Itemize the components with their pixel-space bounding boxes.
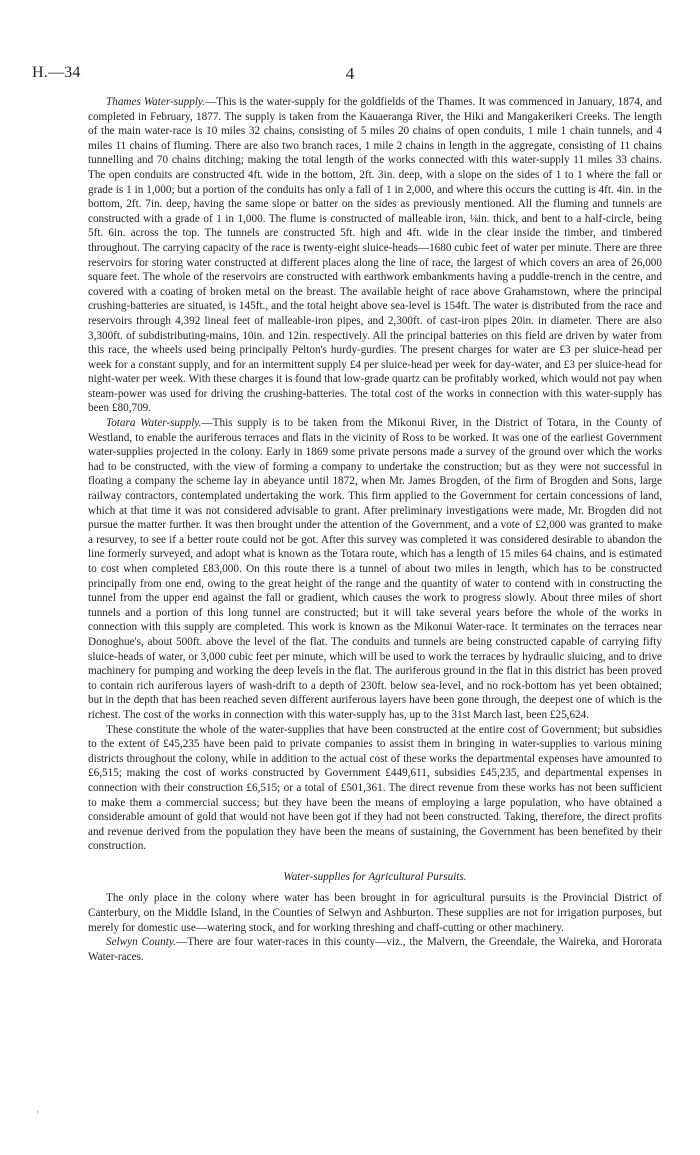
section-heading: Water-supplies for Agricultural Pursuits. [283, 870, 467, 883]
document-reference: H.—34 [32, 64, 81, 81]
paragraph-text: —This supply is to be taken from the Mikonui River, in the District of Totara, in the County of Westland, to enable the auriferous terraces and flats in the vicinity of Ross to be worked. It was one of the earliest Government water-supplies projected in the colony. Early in 1869 some private persons made a survey of the ground over which the works had to be constructed, with the view of forming a company to undertake the construction; but as they were not successful in floating a company the scheme lay in abeyance until 1872, when Mr. James Brogden, of the firm of Brogden and Sons, large railway contractors, contemplated undertaking the work. This firm applied to the Government for certain concessions of land, which at that time it was not considered advisable to grant. After preliminary investigations were made, Mr. Brogden did not pursue the matter further. It was then brought under the attention of the Government, and a vote of £2,000 was granted to make a resurvey, to see if a better route could not be got. After this survey was completed it was considered desirable to abandon the line formerly surveyed, and adopt what is known as the Totara route, which has a length of 15 miles 64 chains, and is estimated to cost when completed £83,000. On this route there is a tunnel of about two miles in length, which has to be constructed principally from one end, owing to the great height of the range and the quantity of water to contend with in constructing the tunnel from the upper end against the fall or gradient, which causes the work to progress slowly. About three miles of short tunnels and a portion of this long tunnel are constructed; but it will take several years before the whole of the works in connection with this supply are completed. This work is known as the Mikonui Water-race. It terminates on the terraces near Donoghue's, about 500ft. above the level of the flat. The conduits and tunnels are being constructed capable of carrying fifty sluice-heads of water, or 3,000 cubic feet per minute, which will be used to work the terraces by hydraulic sluicing, and to drive machinery for pumping and working the deep levels in the flat. The auriferous ground in the flat in this district has been proved to contain rich auriferous layers of wash-drift to a depth of 230ft. below sea-level, and no rock-bottom has yet been obtained; but in the depth that has been reached seven different auriferous layers have been gone through, the deepest one of which is the richest. The cost of the works in connection with this water-supply has, up to the 31st March last, been £25,624. [88, 417, 662, 721]
paragraph-text: The only place in the colony where water has been brought in for agricultural pursuits is the Provincial District of Canterbury, on the Middle Island, in the Counties of Selwyn and Ashburton. These supplies are not for irrigation purposes, but merely for domestic use—watering stock, and for working threshing and chaff-cutting or other machinery. [88, 892, 662, 934]
print-mark: · [36, 1107, 39, 1117]
paragraph-selwyn [88, 935, 662, 964]
paragraph-text: —There are four water-races in this county—viz., the Malvern, the Greendale, the Waireka, and Hororata Water-races. [88, 936, 662, 963]
paragraph-lead: Thames Water-supply. [106, 96, 206, 108]
paragraph-lead: Totara Water-supply. [106, 417, 202, 430]
paragraph-text: These constitute the whole of the water-supplies that have been constructed at the entire cost of Government; but subsidies to the extent of £45,235 have been paid to private companies to assist them in bringing in water-supplies to various mining districts throughout the colony, while in addition to the actual cost of these works the departmental expenses have amounted to £6,515; making the cost of works constructed by Government £449,611, subsidies £45,235, and departmental expenses in connection with their construction £6,515; or a total of £501,361. The direct revenue from these works has not been sufficient to make them a commercial success; but they have been the means of employing a large population, who have obtained a considerable amount of gold that would not have been got if they had not been constructed. Taking, therefore, the direct profits and revenue derived from the population they have been the means of sustaining, the Government has been benefited by their construction. [88, 723, 662, 853]
page-header [32, 64, 668, 86]
paragraph-text: —This is the water-supply for the goldfields of the Thames. It was commenced in January, 1874, and completed in February, 1877. The supply is taken from the Kauaeranga River, the Hiki and Mangakerikeri Creeks. The length of the main water-race is 10 miles 32 chains, consisting of 5 miles 20 chains of open conduits, 1 mile 1 chain tunnels, and 4 miles 11 chains of fluming. There are also two branch races, 1 mile 2 chains in length in the aggregate, consisting of 11 chains tunnelling and 70 chains ditching; making the total length of the works connected with this water-supply 11 miles 33 chains. The open conduits are constructed 4ft. wide in the bottom, 2ft. 3in. deep, with a slope on the sides of 1 to 1 where the fall or grade is 1 in 1,000; but a portion of the conduits has only a fall of 1 in 2,000, and where this occurs the cutting is 4ft. 4in. in the bottom, 2ft. 7in. deep, having the same slope or batter on the sides as previously mentioned. All the fluming and tunnels are constructed with a grade of 1 in 1,000. The flume is constructed of malleable iron, ⅛in. thick, and bent to a half-circle, being 5ft. 6in. across the top. The tunnels are constructed 5ft. high and 4ft. wide in the clear inside the timber, and timbered throughout. The carrying capacity of the race is twenty-eight sluice-heads—1680 cubic feet of water per minute. There are three reservoirs for storing water constructed at different places along the line of race, the largest of which covers an area of 26,000 square feet. The whole of the reservoirs are constructed with earthwork embankments having a puddle-trench in the centre, and covered with a coating of broken metal on the breast. The available height of race above Grahamstown, where the principal crushing-batteries are situated, is 145ft., and the total height above sea-level is 154ft. The water is distributed from the race and reservoirs through 4,392 lineal feet of malleable-iron pipes, and 2,300ft. of cast-iron pipes 20in. in diameter. There are also 3,300ft. of subdistributing-mains, 10in. and 12in. respectively. All the principal batteries on this field are driven by water from this race, the wheels used being principally Pelton's hurdy-gurdies. The present charges for water are £3 per sluice-head per week for a constant supply, and for an intermittent supply £4 per sluice-head per week for day-water, and £3 per sluice-head for night-water per week. With these charges it is found that low-grade quartz can be profitably worked, which would not pay when steam-power was used for driving the crushing-batteries. The total cost of the works in connection with this water-supply has been £80,709. [88, 96, 662, 415]
paragraph-lead: Selwyn County. [106, 936, 176, 949]
paragraph-summary [88, 723, 662, 854]
paragraph-totara [88, 416, 662, 722]
paragraph-thames [88, 95, 662, 416]
document-body [88, 95, 662, 964]
paragraph-agricultural [88, 891, 662, 935]
page-number: 4 [345, 64, 355, 83]
